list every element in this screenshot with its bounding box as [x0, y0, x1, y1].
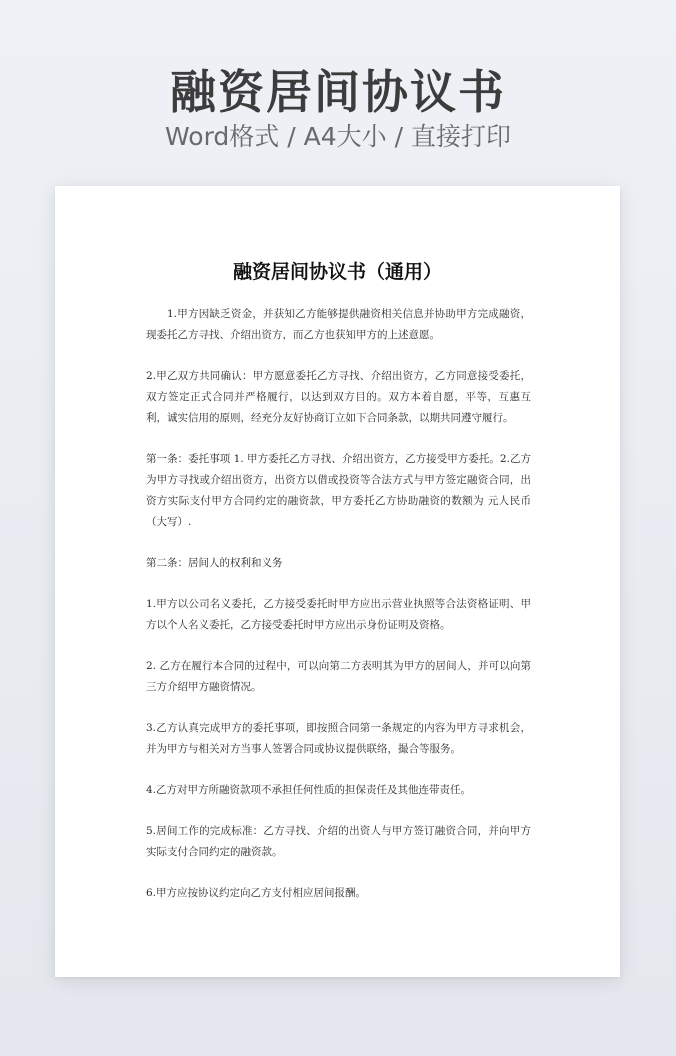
paragraph-clause-1: 1.甲方以公司名义委托，乙方接受委托时甲方应出示营业执照等合法资格证明、甲方以个人名义委托，乙方接受委托时甲方应出示身份证明及资格。 [146, 598, 531, 631]
paragraph-clause-3: 3.乙方认真完成甲方的委托事项，即按照合同第一条规定的内容为甲方寻求机会，并为甲方与相关对方当事人签署合同或协议提供联络，撮合等服务。 [146, 722, 531, 755]
paragraph-2: 2.甲乙双方共同确认：甲方愿意委托乙方寻找、介绍出资方，乙方同意接受委托，双方签定正式合同并严格履行，以达到双方目的。双方本着自愿，平等，互惠互利，诚实信用的原则，经充分友好协商订立如下合同条款，以期共同遵守履行。 [146, 370, 531, 424]
paragraph-clause-4: 4.乙方对甲方所融资款项不承担任何性质的担保责任及其他连带责任。 [146, 784, 472, 796]
paragraph-clause-5: 5.居间工作的完成标准：乙方寻找、介绍的出资人与甲方签订融资合同，并向甲方实际支付合同约定的融资款。 [146, 825, 531, 858]
paragraph-article-2-heading: 第二条：居间人的权利和义务 [146, 557, 283, 569]
page-subtitle: Word格式 / A4大小 / 直接打印 [165, 122, 511, 151]
paragraph-article-1: 第一条：委托事项 1. 甲方委托乙方寻找、介绍出资方，乙方接受甲方委托。2.乙方为甲方寻找或介绍出资方，出资方以借或投资等合法方式与甲方签定融资合同，出资方实际支付甲方合同约定的融资款，甲方委托乙方协助融资的数额为 元人民币（大写）. [146, 453, 531, 528]
document-title: 融资居间协议书（通用） [232, 261, 442, 283]
paragraph-clause-6: 6.甲方应按协议约定向乙方支付相应居间报酬。 [146, 887, 367, 899]
document-body [146, 304, 531, 904]
document-page [55, 186, 620, 977]
paragraph-1: 1.甲方因缺乏资金，并获知乙方能够提供融资相关信息并协助甲方完成融资，现委托乙方寻找、介绍出资方，而乙方也获知甲方的上述意愿。 [146, 308, 531, 341]
page-title: 融资居间协议书 [170, 65, 506, 119]
paragraph-clause-2: 2. 乙方在履行本合同的过程中，可以向第二方表明其为甲方的居间人，并可以向第三方介绍甲方融资情况。 [146, 660, 531, 693]
